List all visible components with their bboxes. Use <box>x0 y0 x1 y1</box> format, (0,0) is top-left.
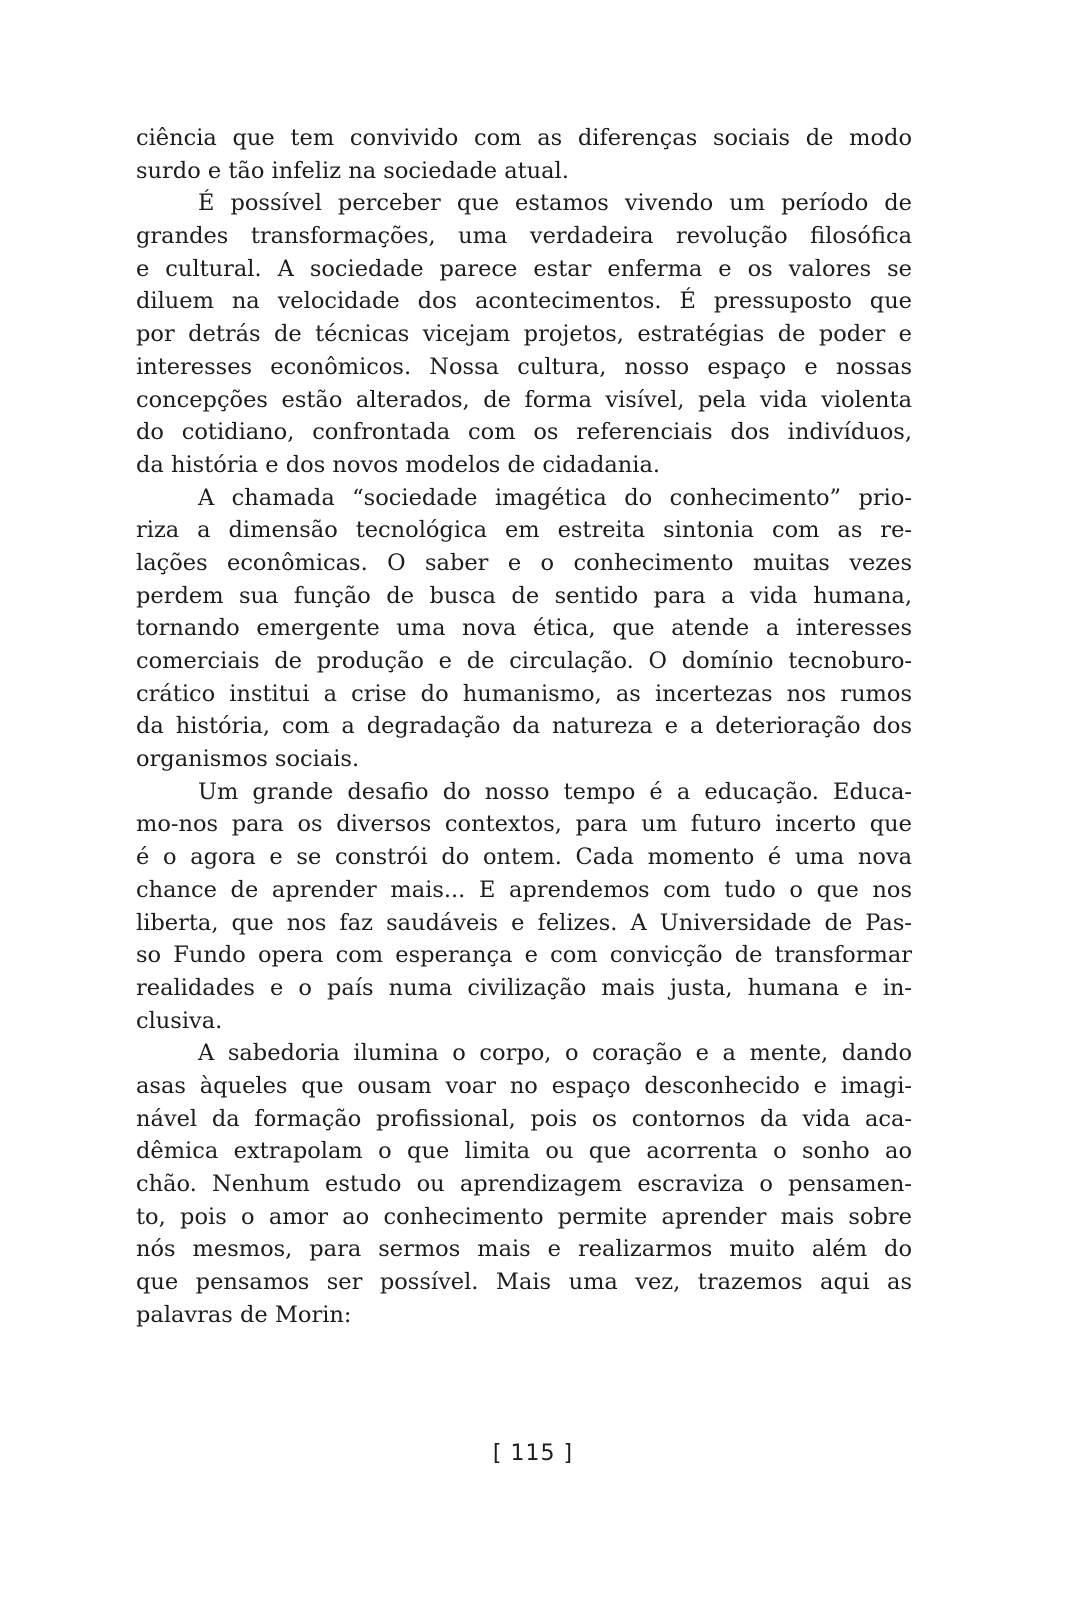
text-line: diluem na velocidade dos acontecimentos. É pressuposto que <box>136 288 912 315</box>
text-line: riza a dimensão tecnológica em estreita sintonia com as re- <box>136 517 912 544</box>
text-line: da história e dos novos modelos de cidadania. <box>136 451 661 478</box>
text-line: realidades e o país numa civilização mais justa, humana e in- <box>136 974 912 1001</box>
text-line: do cotidiano, confrontada com os referenciais dos indivíduos, <box>136 419 912 446</box>
text-line: surdo e tão infeliz na sociedade atual. <box>136 157 569 184</box>
paragraph <box>136 482 912 776</box>
text-line: É possível perceber que estamos vivendo um período de <box>198 190 912 217</box>
text-line: perdem sua função de busca de sentido para a vida humana, <box>136 582 912 609</box>
text-line: asas àqueles que ousam voar no espaço desconhecido e imagi- <box>136 1072 912 1099</box>
text-line: mo-nos para os diversos contextos, para um futuro incerto que <box>136 811 912 838</box>
paragraph <box>136 776 912 1038</box>
paragraph <box>136 1037 912 1331</box>
text-line: so Fundo opera com esperança e com convicção de transformar <box>136 942 912 969</box>
paragraph <box>136 122 912 187</box>
text-line: palavras de Morin: <box>136 1301 352 1328</box>
text-line: liberta, que nos faz saudáveis e felizes. A Universidade de Pas- <box>136 909 912 936</box>
text-line: interesses econômicos. Nossa cultura, nosso espaço e nossas <box>136 353 912 380</box>
text-line: que pensamos ser possível. Mais uma vez, trazemos aqui as <box>136 1269 912 1296</box>
body-text <box>136 122 912 1331</box>
text-line: chance de aprender mais... E aprendemos com tudo o que nos <box>136 876 912 903</box>
text-line: grandes transformações, uma verdadeira revolução filosófica <box>136 223 912 250</box>
text-line: comerciais de produção e de circulação. O domínio tecnoburo- <box>136 648 912 674</box>
text-line: organismos sociais. <box>136 746 360 773</box>
text-line: to, pois o amor ao conhecimento permite aprender mais sobre <box>136 1203 912 1230</box>
text-line: nável da formação profissional, pois os contornos da vida aca- <box>136 1105 912 1132</box>
text-line: e cultural. A sociedade parece estar enferma e os valores se <box>136 255 912 282</box>
text-line: é o agora e se constrói do ontem. Cada momento é uma nova <box>136 844 912 871</box>
text-line: concepções estão alterados, de forma visível, pela vida violenta <box>136 386 912 413</box>
text-line: tornando emergente uma nova ética, que atende a interesses <box>136 615 912 642</box>
text-line: lações econômicas. O saber e o conhecimento muitas vezes <box>136 549 912 576</box>
text-line: A chamada “sociedade imagética do conhecimento” prio- <box>198 484 912 511</box>
text-line: ciência que tem convivido com as diferenças sociais de modo <box>136 125 912 151</box>
text-line: A sabedoria ilumina o corpo, o coração e a mente, dando <box>198 1040 912 1067</box>
text-line: chão. Nenhum estudo ou aprendizagem escraviza o pensamen- <box>136 1171 912 1197</box>
text-line: dêmica extrapolam o que limita ou que acorrenta o sonho ao <box>136 1138 912 1165</box>
paragraph <box>136 187 912 481</box>
text-line: clusiva. <box>136 1007 223 1034</box>
text-line: por detrás de técnicas vicejam projetos, estratégias de poder e <box>136 321 912 348</box>
page-number: [ 115 ] <box>492 1441 574 1466</box>
text-line: Um grande desafio do nosso tempo é a educação. Educa- <box>198 778 912 805</box>
text-line: da história, com a degradação da natureza e a deterioração dos <box>136 713 912 740</box>
text-line: crático institui a crise do humanismo, as incertezas nos rumos <box>136 680 912 707</box>
text-line: nós mesmos, para sermos mais e realizarmos muito além do <box>136 1236 912 1263</box>
